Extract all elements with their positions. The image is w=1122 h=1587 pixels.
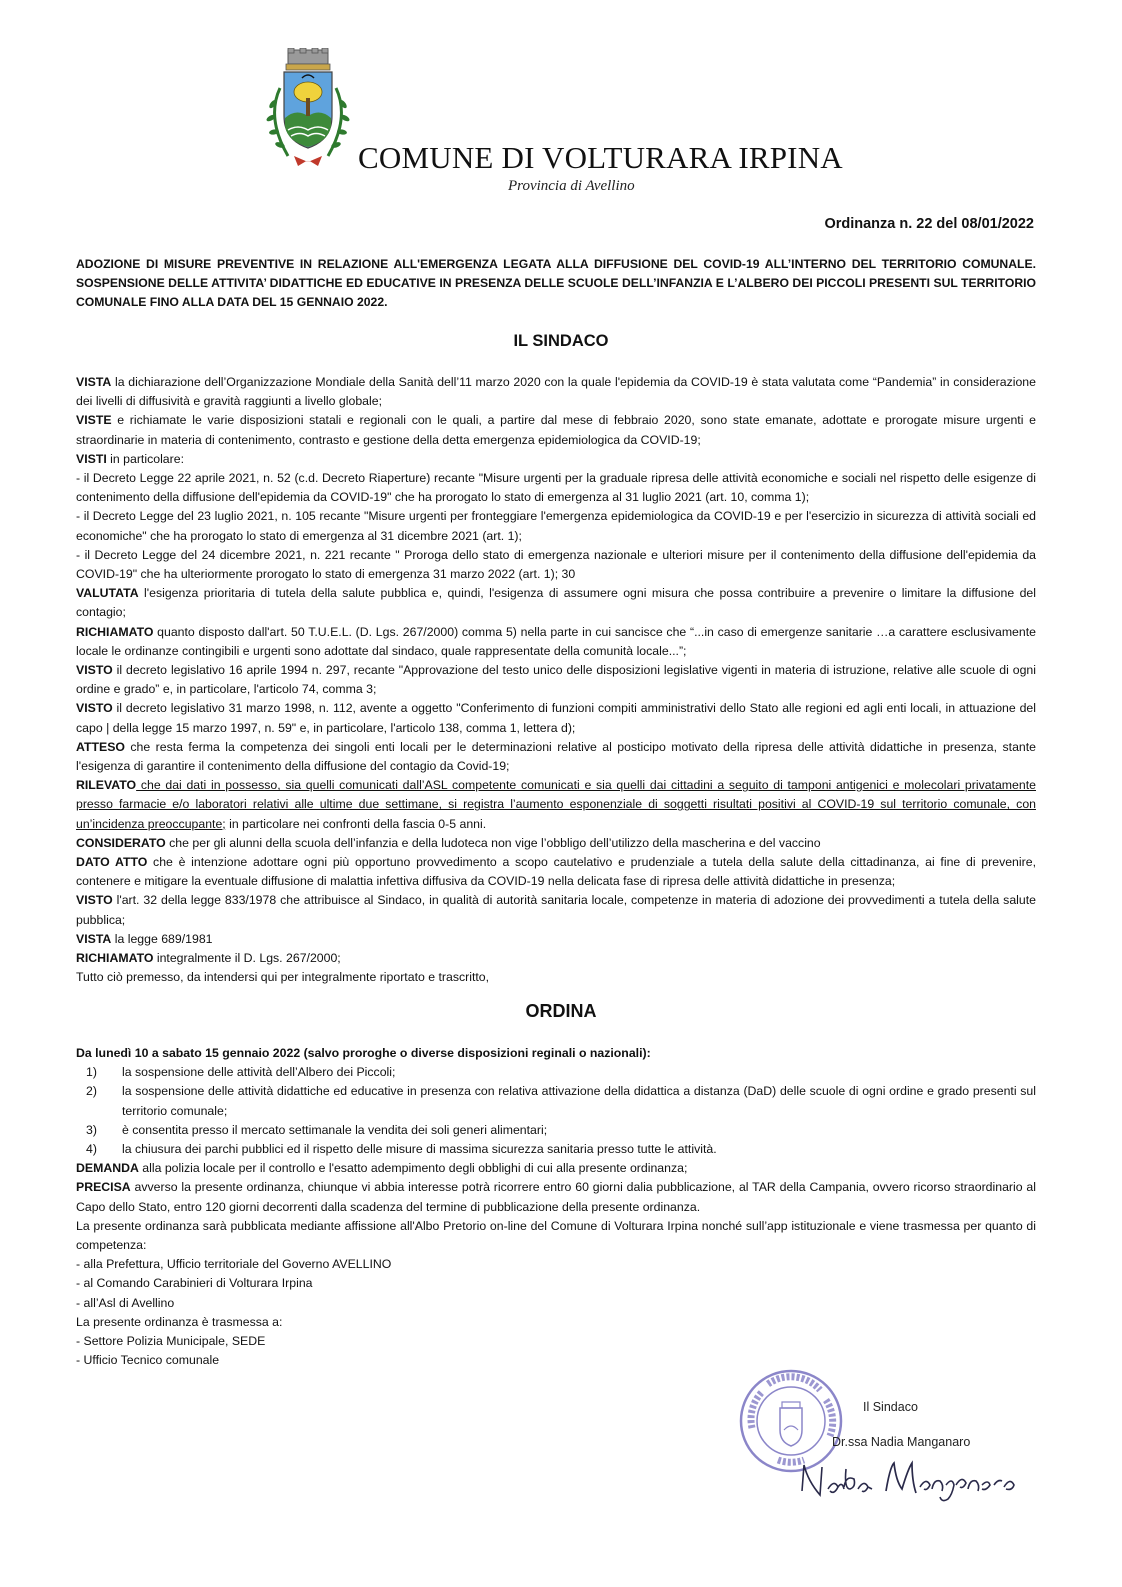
clause-text: che per gli alunni della scuola dell’infanzia e della ludoteca non vige l’obbligo dell’utilizzo della mascherina e del vaccino bbox=[165, 835, 821, 850]
clause-text: - il Decreto Legge del 23 luglio 2021, n. 105 recante "Misure urgenti per fronteggiare l'emergenza epidemiologica da COVID-19 e per l'esercizio in sicurezza di attività sociali ed economiche" che ha prorogato lo stato di emergenza al 31 dicembre 2021 (art. 1); bbox=[76, 509, 1036, 543]
clause-keyword: ATTESO bbox=[76, 739, 125, 754]
clause-text: avverso la presente ordinanza, chiunque vi abbia interesse potrà ricorrere entro 60 giorni dalia pubblicazione, al TAR della Campania, ovvero ricorso straordinario al Capo dello Stato, entro 120 giorni decorrenti dalla scadenza del termine di pubblicazione della presente ordinanza. bbox=[76, 1180, 1036, 1214]
clause bbox=[76, 623, 1036, 661]
recipient-line: - all’Asl di Avellino bbox=[76, 1295, 175, 1310]
clause bbox=[76, 699, 1036, 737]
clause bbox=[76, 661, 1036, 699]
clause bbox=[76, 411, 1036, 449]
precisa-clause bbox=[76, 1178, 1036, 1216]
clause bbox=[76, 507, 1036, 545]
clause-text: la dichiarazione dell’Organizzazione Mondiale della Sanità dell’11 marzo 2020 con la quale l'epidemia da COVID-19 è stata valutata come “Pandemia” in considerazione dei livelli di diffusività e gravità raggiunti a livello globale; bbox=[76, 375, 1036, 409]
signatory-name: Dr.ssa Nadia Manganaro bbox=[832, 1435, 971, 1449]
clause-keyword: DATO ATTO bbox=[76, 855, 148, 870]
signatory-role: Il Sindaco bbox=[863, 1400, 918, 1414]
ordinanza-number: Ordinanza n. 22 del 08/01/2022 bbox=[824, 216, 1034, 232]
decree-period: Da lunedì 10 a sabato 15 gennaio 2022 (salvo proroghe o diverse disposizioni reginali o nazionali): bbox=[76, 1046, 651, 1060]
transmission-clause: La presente ordinanza è trasmessa a: bbox=[76, 1314, 283, 1329]
list-item bbox=[86, 1140, 1036, 1159]
clause-keyword: PRECISA bbox=[76, 1180, 131, 1195]
signature-block bbox=[690, 1358, 1040, 1528]
clause-text: - il Decreto Legge 22 aprile 2021, n. 52 (c.d. Decreto Riaperture) recante "Misure urgenti per la graduale ripresa delle attività economiche e sociali nel rispetto delle esigenze di contenimento della diffusione dell'epidemia da COVID-19" che ha prorogato lo stato di emergenza al 31 luglio 2021 (art. 10, comma 1); bbox=[76, 471, 1036, 505]
list-item bbox=[86, 1121, 1036, 1140]
clause bbox=[76, 584, 1036, 622]
decree-block bbox=[76, 1044, 1036, 1370]
section-heading-ordina: ORDINA bbox=[525, 1001, 597, 1021]
clause-text: - il Decreto Legge del 24 dicembre 2021, n. 221 recante " Proroga dello stato di emergenza nazionale e ulteriori misure per il contenimento della diffusione dell'epidemia da COVID-19" che ha ulteriormente prorogato lo stato di emergenza 31 marzo 2022 (art. 1); 30 bbox=[76, 547, 1036, 582]
list-item-text: la chiusura dei parchi pubblici ed il rispetto delle misure di massima sicurezza sanitaria presso tutte le attività. bbox=[122, 1142, 717, 1157]
clause-text: in particolare nei confronti della fascia 0-5 anni. bbox=[225, 816, 487, 831]
list-item-text: è consentita presso il mercato settimanale la vendita dei soli generi alimentari; bbox=[122, 1122, 548, 1137]
clause-keyword: RICHIAMATO bbox=[76, 624, 154, 639]
comune-name: COMUNE DI VOLTURARA IRPINA bbox=[358, 140, 843, 175]
clause-keyword: VALUTATA bbox=[76, 586, 139, 601]
clause bbox=[76, 930, 1036, 949]
publication-clause: La presente ordinanza sarà pubblicata mediante affissione all'Albo Pretorio on-line del Comune di Volturara Irpina nonché sull’app istituzionale e viene trasmessa per quanto di competenza: bbox=[76, 1218, 1036, 1253]
recipient-line: - al Comando Carabinieri di Volturara Irpina bbox=[76, 1276, 313, 1291]
clause-keyword: RILEVATO bbox=[76, 778, 137, 793]
clause bbox=[76, 968, 1036, 987]
municipal-crest-icon bbox=[258, 48, 358, 172]
clause-text: l'art. 32 della legge 833/1978 che attribuisce al Sindaco, in qualità di autorità sanitaria locale, competenze in materia di adozione dei provvedimenti a tutela della salute pubblica; bbox=[76, 893, 1036, 927]
clause-keyword: RICHIAMATO bbox=[76, 951, 154, 966]
handwritten-signature-icon bbox=[798, 1451, 1038, 1511]
clause-text: che resta ferma la competenza dei singoli enti locali per le determinazioni relative al posticipo motivato della ripresa delle attività didattiche in presenza, stante l'esigenza di garantire il contenimento della diffusione del contagio da Covid-19; bbox=[76, 739, 1036, 774]
clause bbox=[76, 891, 1036, 929]
clause-text: in particolare: bbox=[106, 451, 184, 466]
list-item bbox=[86, 1082, 1036, 1120]
clause bbox=[76, 373, 1036, 411]
decree-items bbox=[76, 1063, 1036, 1159]
section-heading-sindaco: IL SINDACO bbox=[513, 332, 609, 350]
clause-text: Tutto ciò premesso, da intendersi qui per integralmente riportato e trascritto, bbox=[76, 970, 490, 985]
clause-text: quanto disposto dall'art. 50 T.U.E.L. (D. Lgs. 267/2000) comma 5) nella parte in cui sancisce che “...in caso di emergenze sanitarie …a carattere esclusivamente locale le ordinanze contingibili e urgenti sono adottate dal sindaco, quale rappresentate della comunità locale...”; bbox=[76, 624, 1036, 658]
list-item-text: la sospensione delle attività dell’Albero dei Piccoli; bbox=[122, 1065, 396, 1080]
ordinance-subject: ADOZIONE DI MISURE PREVENTIVE IN RELAZIONE ALL'EMERGENZA LEGATA ALLA DIFFUSIONE DEL COVID-19 ALL’INTERNO DEL TERRITORIO COMUNALE. SOSPENSIONE DELLE ATTIVITA’ DIDATTICHE ED EDUCATIVE IN PRESENZA DELLE SCUOLE DELL’INFANZIA E L’ALBERO DEI PICCOLI PRESENTI SUL TERRITORIO COMUNALE FINO ALLA DATA DEL 15 GENNAIO 2022. bbox=[76, 257, 1036, 309]
clause-keyword: VISTA bbox=[76, 375, 112, 389]
list-item bbox=[86, 1063, 1036, 1082]
transmitted-to-line: - Settore Polizia Municipale, SEDE bbox=[76, 1334, 266, 1349]
clause-keyword: VISTO bbox=[76, 663, 113, 678]
clause-text: il decreto legislativo 16 aprile 1994 n. 297, recante "Approvazione del testo unico delle disposizioni legislative vigenti in materia di istruzione, relative alle scuole di ogni ordine e grado” e, in particolare, l'articolo 74, comma 3; bbox=[76, 663, 1036, 697]
clause-keyword: CONSIDERATO bbox=[76, 835, 166, 850]
clause-text: integralmente il D. Lgs. 267/2000; bbox=[153, 951, 341, 966]
clause-keyword: VISTE bbox=[76, 413, 112, 428]
clause bbox=[76, 853, 1036, 891]
clause bbox=[76, 776, 1036, 834]
clause-text: alla polizia locale per il controllo e l'esatto adempimento degli obblighi di cui alla presente ordinanza; bbox=[138, 1161, 688, 1176]
clause bbox=[76, 738, 1036, 776]
clause-keyword: VISTA bbox=[76, 931, 112, 946]
clause-text: il decreto legislativo 31 marzo 1998, n. 112, avente a oggetto "Conferimento di funzioni compiti amministrativi dello Stato alle regioni ed agli enti locali, in attuazione del capo | della legge 15 marzo 1997, n. 59" e, in particolare, l'articolo 138, comma 1, lettera d); bbox=[76, 701, 1036, 735]
recipient-line: - alla Prefettura, Ufficio territoriale del Governo AVELLINO bbox=[76, 1257, 392, 1272]
clause-keyword: DEMANDA bbox=[76, 1161, 139, 1176]
clause-keyword: VISTO bbox=[76, 701, 113, 716]
clause-keyword: VISTO bbox=[76, 893, 113, 908]
list-item-number: 2) bbox=[86, 1084, 97, 1099]
clause-text: che è intenzione adottare ogni più opportuno provvedimento a scopo cautelativo e prudenziale a tutela della salute della cittadinanza, ai fine di prevenire, contenere e mitigare la eventuale diffusione di malattia infettiva diffusiva da COVID-19 nella delicata fase di ripresa delle attività didattiche in presenza; bbox=[76, 855, 1036, 889]
clause bbox=[76, 469, 1036, 507]
clause bbox=[76, 834, 1036, 853]
list-item-number: 3) bbox=[86, 1122, 97, 1137]
clause-text-underlined: che dai dati in possesso, sia quelli comunicati dall’ASL competente comunicati e sia quelli dai cittadini a seguito di tamponi antigenici e molecolari privatamente presso farmacie e/o laboratori relativi alle ultime due settimane, si registra l’aumento esponenziale di soggetti risultati positivi al COVID-19 sul territorio comunale, con un’incidenza preoccupante; bbox=[76, 778, 1036, 831]
transmitted-to-line: - Ufficio Tecnico comunale bbox=[76, 1353, 220, 1368]
clause bbox=[76, 546, 1036, 584]
clause-text: e richiamate le varie disposizioni statali e regionali con le quali, a partire dal mese di febbraio 2020, sono state emanate, adottate e prorogate misure urgenti e straordinarie in materia di contenimento, contrasto e gestione della detta emergenza epidemiologica da COVID-19; bbox=[76, 413, 1036, 447]
clause-text: l'esigenza prioritaria di tutela della salute pubblica e, quindi, l'esigenza di assumere ogni misura che possa contribuire a prevenire o limitare la diffusione del contagio; bbox=[76, 586, 1036, 620]
clause-keyword: VISTI bbox=[76, 451, 107, 466]
clause bbox=[76, 450, 1036, 469]
list-item-number: 1) bbox=[86, 1065, 97, 1080]
clause bbox=[76, 949, 1036, 968]
clause-text: la legge 689/1981 bbox=[111, 931, 213, 946]
whereas-clauses bbox=[76, 373, 1036, 988]
list-item-number: 4) bbox=[86, 1142, 97, 1157]
provincia: Provincia di Avellino bbox=[508, 178, 635, 194]
list-item-text: la sospensione delle attività didattiche ed educative in presenza con relativa attivazione della didattica a distanza (DaD) delle scuole di ogni ordine e grado presenti sul territorio comunale; bbox=[122, 1084, 1036, 1118]
demanda-clause bbox=[76, 1159, 1036, 1178]
